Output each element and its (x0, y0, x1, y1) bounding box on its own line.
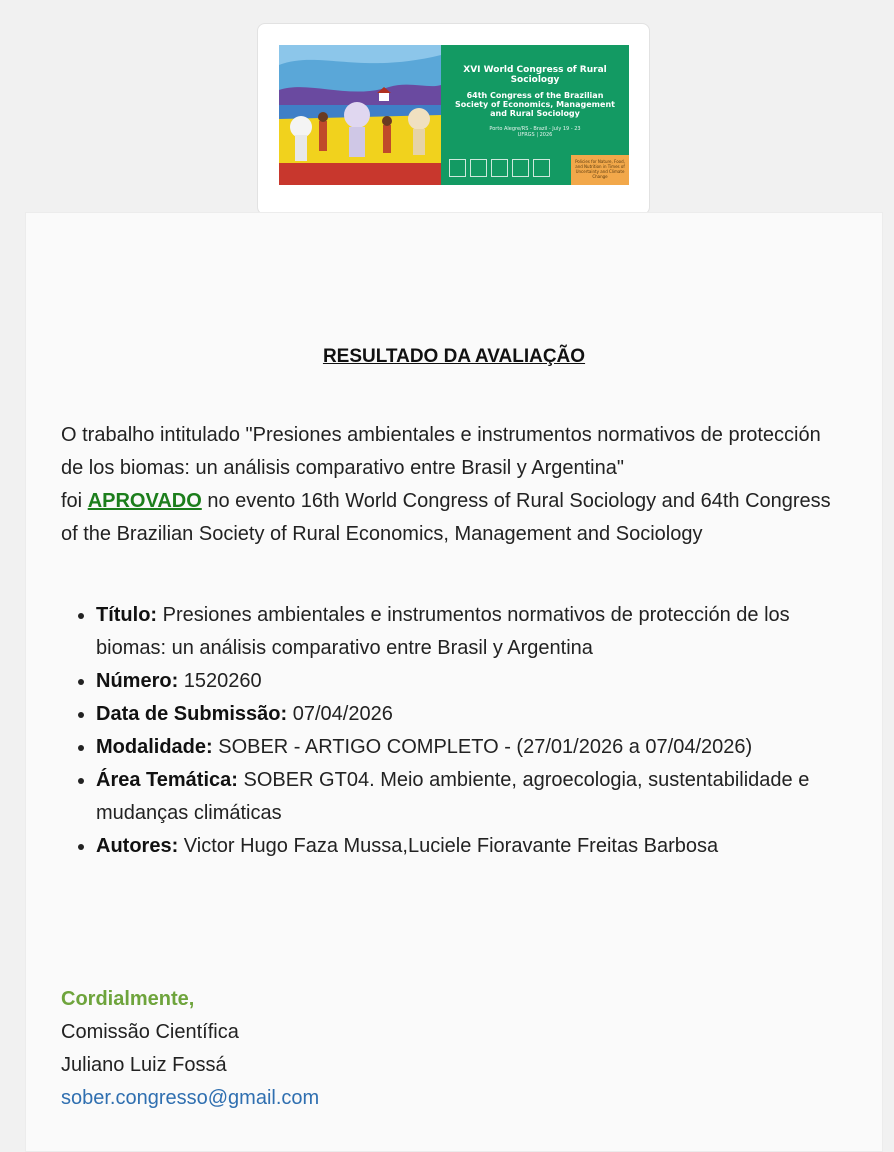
detail-value: Presiones ambientales e instrumentos normativos de protección de los biomas: un análisis comparativo entre Brasil y Argentina (96, 604, 790, 659)
field-icon (512, 159, 529, 177)
field-icon (449, 159, 466, 177)
greeting: Cordialmente, (61, 988, 195, 1010)
detail-label: Data de Submissão: (96, 703, 288, 725)
congress-banner (279, 45, 629, 185)
detail-modality (96, 731, 826, 764)
signer-name: Juliano Luiz Fossá (61, 1054, 227, 1076)
banner-tagline: Policies for Nature, Food, and Nutrition in Times of Uncertainty and Climate Change (571, 155, 629, 185)
committee-name: Comissão Científica (61, 1021, 239, 1043)
banner-text-panel (441, 45, 629, 185)
detail-value: SOBER GT04. Meio ambiente, agroecologia, sustentabilidade e mudanças climáticas (96, 769, 810, 824)
logo-card (257, 23, 650, 215)
submission-details (61, 599, 826, 863)
email-body (25, 212, 883, 1152)
intro-event: no evento 16th World Congress of Rural Sociology and 64th Congress of the Brazilian Society of Rural Economics, Management and Sociology (61, 490, 831, 545)
field-icon (491, 159, 508, 177)
detail-thematic-area (96, 764, 826, 830)
field-icon (533, 159, 550, 177)
detail-number (96, 665, 826, 698)
banner-location: Porto Alegre/RS - Brazil - July 19 - 23 (489, 126, 581, 132)
signature-block (61, 983, 847, 1115)
field-icon (470, 159, 487, 177)
detail-title (96, 599, 826, 665)
result-heading: RESULTADO DA AVALIAÇÃO (322, 346, 586, 367)
detail-label: Modalidade: (96, 736, 213, 758)
email-link[interactable]: sober.congresso@gmail.com (61, 1087, 320, 1109)
detail-submission-date (96, 698, 826, 731)
detail-value: 07/04/2026 (287, 703, 393, 725)
intro-paragraph (61, 419, 847, 551)
detail-label: Área Temática: (96, 769, 238, 791)
banner-university: UFRGS | 2026 (517, 132, 553, 138)
banner-title: XVI World Congress of Rural Sociology (463, 65, 607, 85)
banner-subtitle: 64th Congress of the Brazilian Society of Economics, Management and Rural Sociology (455, 91, 615, 118)
banner-icons (449, 159, 550, 177)
detail-label: Autores: (96, 835, 179, 857)
intro-text: O trabalho intitulado "Presiones ambientales e instrumentos normativos de protección de los biomas: un análisis comparativo entre Brasil y Argentina" (61, 424, 821, 479)
banner-illustration (279, 45, 441, 185)
detail-authors (96, 830, 826, 863)
detail-value: Victor Hugo Faza Mussa,Luciele Fioravante Freitas Barbosa (178, 835, 719, 857)
detail-value: 1520260 (178, 670, 262, 692)
detail-value: SOBER - ARTIGO COMPLETO - (27/01/2026 a 07/04/2026) (212, 736, 753, 758)
approved-status: APROVADO (87, 490, 202, 512)
intro-verb: foi (61, 490, 88, 512)
detail-label: Título: (96, 604, 158, 626)
detail-label: Número: (96, 670, 179, 692)
